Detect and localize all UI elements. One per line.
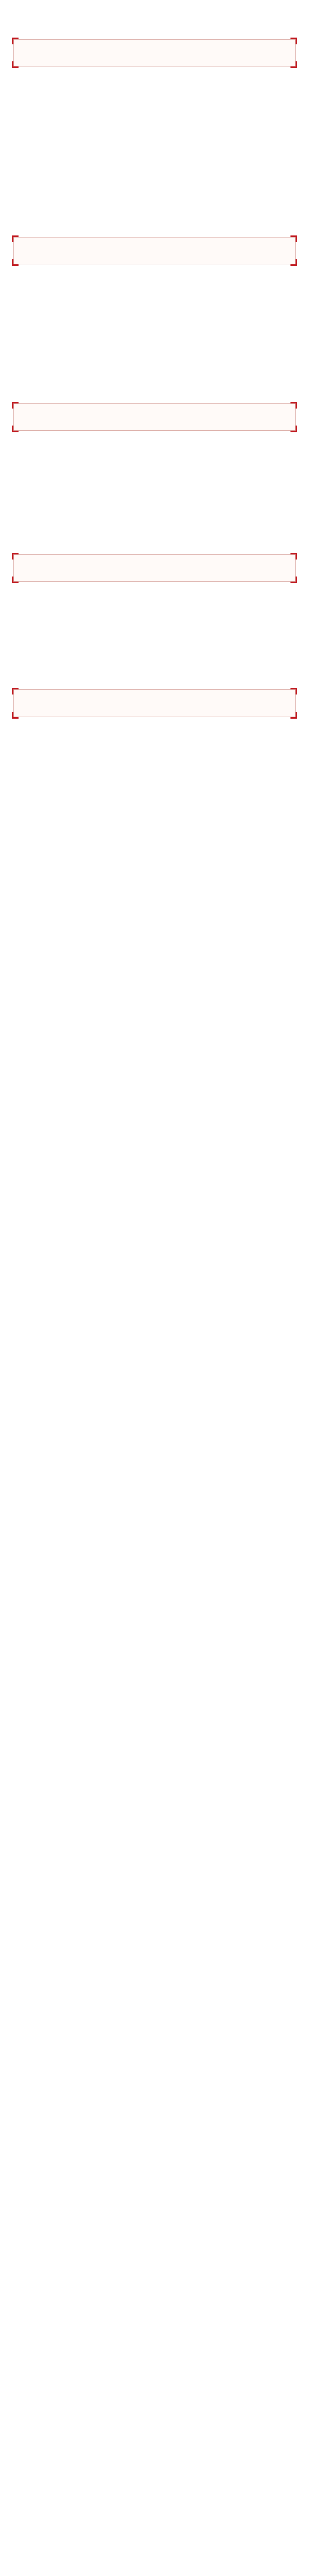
paragraph xyxy=(9,320,300,332)
paragraph xyxy=(9,487,300,499)
paragraph xyxy=(9,19,300,30)
paragraph xyxy=(9,440,300,452)
paragraph xyxy=(9,638,300,650)
paragraph xyxy=(9,305,300,317)
paragraph xyxy=(9,336,300,348)
paragraph xyxy=(9,742,300,754)
paragraph xyxy=(9,154,300,166)
paragraph xyxy=(9,367,300,379)
quote-callout xyxy=(13,554,296,582)
paragraph xyxy=(9,216,300,228)
paragraph xyxy=(9,654,300,666)
callout-text xyxy=(23,697,286,709)
paragraph xyxy=(9,201,300,213)
callout-text xyxy=(23,562,286,574)
callout-text xyxy=(23,47,286,59)
paragraph xyxy=(9,622,300,634)
paragraph xyxy=(9,123,300,134)
paragraph xyxy=(9,503,300,515)
paragraph xyxy=(9,3,300,15)
paragraph xyxy=(9,471,300,483)
paragraph xyxy=(9,789,300,801)
paragraph xyxy=(9,185,300,197)
paragraph xyxy=(9,138,300,150)
paragraph xyxy=(9,804,300,816)
paragraph xyxy=(9,726,300,738)
paragraph xyxy=(9,456,300,468)
paragraph xyxy=(9,534,300,546)
paragraph xyxy=(9,274,300,285)
quote-callout xyxy=(13,39,296,66)
paragraph xyxy=(9,76,300,88)
paragraph xyxy=(9,669,300,681)
quote-callout xyxy=(13,403,296,431)
quote-callout xyxy=(13,237,296,264)
paragraph xyxy=(9,757,300,769)
paragraph xyxy=(9,606,300,618)
callout-text xyxy=(23,245,286,257)
paragraph xyxy=(9,107,300,119)
paragraph xyxy=(9,352,300,364)
paragraph xyxy=(9,289,300,301)
paragraph xyxy=(9,383,300,395)
paragraph xyxy=(9,170,300,181)
paragraph xyxy=(9,91,300,103)
callout-text xyxy=(23,411,286,423)
paragraph xyxy=(9,591,300,603)
paragraph xyxy=(9,518,300,530)
paragraph xyxy=(9,773,300,785)
quote-callout xyxy=(13,689,296,717)
